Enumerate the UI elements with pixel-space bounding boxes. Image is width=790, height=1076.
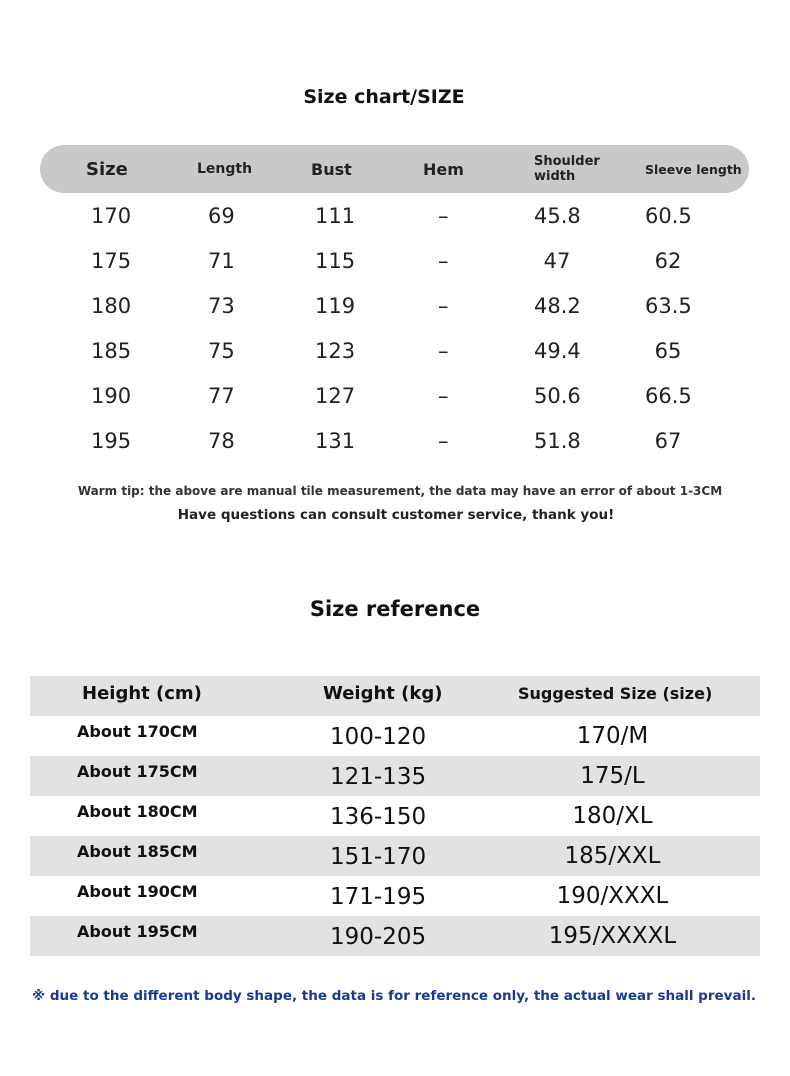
cell-suggested-size: 190/XXXL xyxy=(556,883,669,909)
size-chart-row xyxy=(0,419,790,464)
header-shoulder-line1: Shoulder xyxy=(534,154,600,169)
cell-sleeve: 63.5 xyxy=(645,294,692,318)
cell-size: 195 xyxy=(91,429,132,453)
cell-sleeve: 62 xyxy=(654,249,682,273)
cell-length: 75 xyxy=(208,339,235,363)
cell-weight: 121-135 xyxy=(330,764,427,790)
header-sleeve-length: Sleeve length xyxy=(645,161,742,177)
cell-shoulder: 48.2 xyxy=(534,294,581,318)
cell-weight: 190-205 xyxy=(330,924,427,950)
cell-sleeve: 66.5 xyxy=(645,384,692,408)
cell-size: 175 xyxy=(91,249,132,273)
size-reference-row xyxy=(30,836,760,876)
cell-bust: 115 xyxy=(315,249,356,273)
header-size: Size xyxy=(86,158,128,180)
header-height: Height (cm) xyxy=(82,683,202,704)
size-chart-row xyxy=(0,194,790,239)
cell-sleeve: 67 xyxy=(654,429,682,453)
size-reference-row xyxy=(30,796,760,836)
cell-shoulder: 49.4 xyxy=(534,339,581,363)
measurement-tip: Warm tip: the above are manual tile measurement, the data may have an error of about 1-3CM xyxy=(77,484,723,498)
cell-bust: 123 xyxy=(315,339,356,363)
size-reference-row xyxy=(30,716,760,756)
size-reference-title: Size reference xyxy=(309,597,481,621)
cell-height: About 170CM xyxy=(77,722,198,741)
cell-suggested-size: 175/L xyxy=(580,763,645,789)
cell-bust: 119 xyxy=(315,294,356,318)
size-reference-row xyxy=(30,756,760,796)
cell-hem: – xyxy=(438,204,449,228)
cell-weight: 100-120 xyxy=(330,724,427,750)
cell-height: About 195CM xyxy=(77,922,198,941)
cell-weight: 151-170 xyxy=(330,844,427,870)
cell-height: About 185CM xyxy=(77,842,198,861)
reference-note: ※ due to the different body shape, the data is for reference only, the actual wear shall prevail. xyxy=(32,988,756,1004)
cell-length: 77 xyxy=(208,384,235,408)
size-reference-row xyxy=(30,876,760,916)
cell-shoulder: 45.8 xyxy=(534,204,581,228)
cell-length: 73 xyxy=(208,294,235,318)
cell-size: 180 xyxy=(91,294,132,318)
cell-hem: – xyxy=(438,294,449,318)
cell-length: 71 xyxy=(208,249,235,273)
cell-hem: – xyxy=(438,339,449,363)
cell-suggested-size: 180/XL xyxy=(572,803,653,829)
header-shoulder-line2: width xyxy=(534,169,576,184)
customer-service-tip: Have questions can consult customer service, thank you! xyxy=(177,507,615,523)
cell-height: About 175CM xyxy=(77,762,198,781)
cell-weight: 171-195 xyxy=(330,884,427,910)
cell-length: 78 xyxy=(208,429,235,453)
cell-hem: – xyxy=(438,249,449,273)
cell-shoulder: 50.6 xyxy=(534,384,581,408)
cell-size: 185 xyxy=(91,339,132,363)
cell-hem: – xyxy=(438,429,449,453)
header-length: Length xyxy=(197,161,253,177)
cell-suggested-size: 195/XXXXL xyxy=(548,923,677,949)
cell-bust: 111 xyxy=(315,204,356,228)
cell-sleeve: 60.5 xyxy=(645,204,692,228)
size-reference-row xyxy=(30,916,760,956)
cell-length: 69 xyxy=(208,204,235,228)
size-chart-header-bar xyxy=(40,145,749,193)
size-chart-row xyxy=(0,284,790,329)
cell-shoulder: 47 xyxy=(543,249,571,273)
cell-height: About 180CM xyxy=(77,802,198,821)
size-chart-row xyxy=(0,239,790,284)
header-shoulder-width xyxy=(534,145,600,193)
cell-suggested-size: 170/M xyxy=(576,723,649,749)
size-chart-row xyxy=(0,329,790,374)
header-bust: Bust xyxy=(311,159,352,179)
header-suggested-size: Suggested Size (size) xyxy=(518,684,713,703)
cell-bust: 127 xyxy=(315,384,356,408)
cell-suggested-size: 185/XXL xyxy=(564,843,661,869)
size-chart-title: Size chart/SIZE xyxy=(303,86,465,108)
cell-size: 190 xyxy=(91,384,132,408)
cell-hem: – xyxy=(438,384,449,408)
header-weight: Weight (kg) xyxy=(323,683,443,704)
cell-shoulder: 51.8 xyxy=(534,429,581,453)
cell-bust: 131 xyxy=(315,429,356,453)
cell-height: About 190CM xyxy=(77,882,198,901)
cell-sleeve: 65 xyxy=(654,339,682,363)
cell-weight: 136-150 xyxy=(330,804,427,830)
cell-size: 170 xyxy=(91,204,132,228)
header-hem: Hem xyxy=(423,159,464,179)
size-chart-row xyxy=(0,374,790,419)
